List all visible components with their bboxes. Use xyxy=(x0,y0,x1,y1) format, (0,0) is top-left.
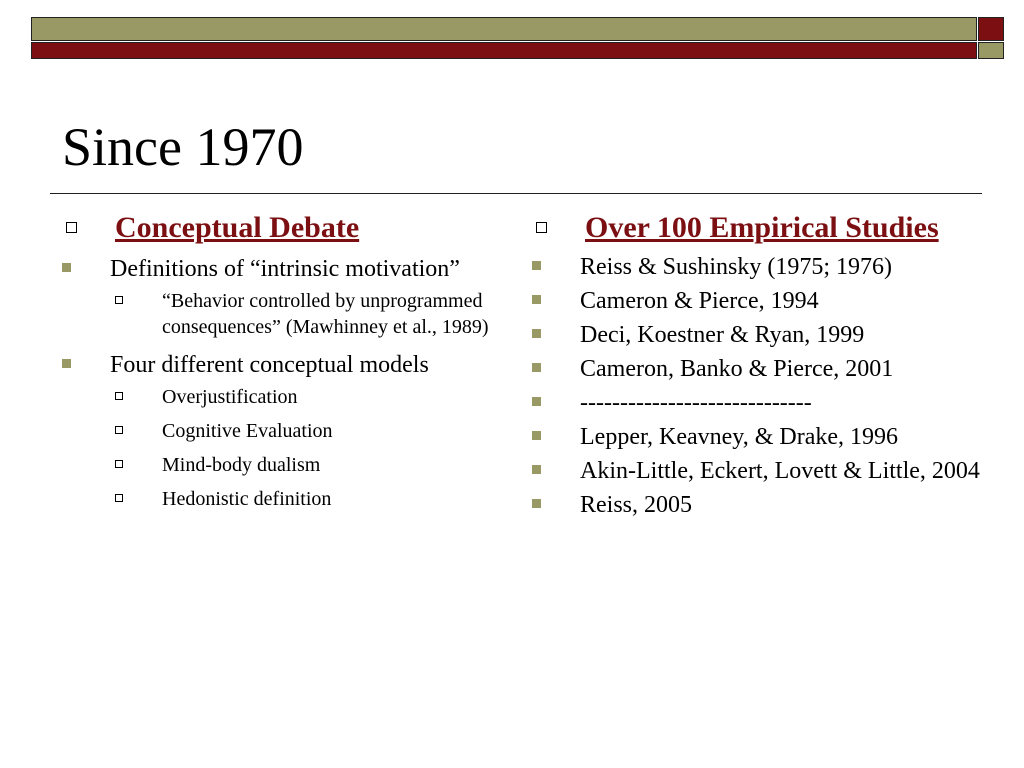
title-divider xyxy=(50,193,982,194)
left-heading-item xyxy=(62,208,492,248)
list-item xyxy=(532,388,1002,418)
left-column xyxy=(62,208,492,512)
list-item xyxy=(532,490,1002,520)
list-item-text: Deci, Koestner & Ryan, 1999 xyxy=(580,322,865,348)
list-item xyxy=(532,456,1002,486)
square-bullet-icon xyxy=(532,295,541,304)
list-item-text: Cameron, Banko & Pierce, 2001 xyxy=(580,356,894,382)
square-bullet-icon xyxy=(532,329,541,338)
square-bullet-icon xyxy=(532,465,541,474)
header-band-olive xyxy=(31,17,977,41)
list-item xyxy=(532,286,1002,316)
sub-list-item xyxy=(62,384,492,410)
hollow-square-bullet-icon xyxy=(536,222,547,233)
sub-list-item-text: Overjustification xyxy=(162,386,298,408)
list-item-text: Reiss, 2005 xyxy=(580,492,693,518)
hollow-square-bullet-icon xyxy=(115,460,123,468)
list-item-text: Cameron & Pierce, 1994 xyxy=(580,288,819,314)
list-item-text: Reiss & Sushinsky (1975; 1976) xyxy=(580,254,893,280)
list-item-text: Definitions of “intrinsic motivation” xyxy=(110,256,460,282)
right-heading-item xyxy=(532,208,1002,248)
sub-list-item-text: “Behavior controlled by unprogrammed consequences” (Mawhinney et al., 1989) xyxy=(162,290,489,338)
hollow-square-bullet-icon xyxy=(115,296,123,304)
slide-title: Since 1970 xyxy=(62,117,304,177)
list-item xyxy=(532,422,1002,452)
header-band-maroon xyxy=(31,42,977,59)
sub-list-item xyxy=(62,452,492,478)
right-column xyxy=(532,208,1002,524)
square-bullet-icon xyxy=(532,397,541,406)
hollow-square-bullet-icon xyxy=(66,222,77,233)
hollow-square-bullet-icon xyxy=(115,494,123,502)
sub-list-item-text: Cognitive Evaluation xyxy=(162,420,333,442)
list-item-text: Lepper, Keavney, & Drake, 1996 xyxy=(580,424,899,450)
list-item xyxy=(532,252,1002,282)
square-bullet-icon xyxy=(532,261,541,270)
list-item xyxy=(62,350,492,380)
header-square-olive xyxy=(978,42,1004,59)
sub-list-item-text: Hedonistic definition xyxy=(162,488,332,510)
hollow-square-bullet-icon xyxy=(115,426,123,434)
sub-list-item xyxy=(62,418,492,444)
list-item xyxy=(532,354,1002,384)
header-square-maroon xyxy=(978,17,1004,41)
square-bullet-icon xyxy=(532,431,541,440)
list-item xyxy=(532,320,1002,350)
list-item-text: ----------------------------- xyxy=(580,390,812,416)
sub-list-item-text: Mind-body dualism xyxy=(162,454,321,476)
list-item xyxy=(62,254,492,284)
list-item-text: Four different conceptual models xyxy=(110,352,429,378)
square-bullet-icon xyxy=(532,499,541,508)
square-bullet-icon xyxy=(62,359,71,368)
hollow-square-bullet-icon xyxy=(115,392,123,400)
square-bullet-icon xyxy=(532,363,541,372)
square-bullet-icon xyxy=(62,263,71,272)
sub-list-item xyxy=(62,486,492,512)
list-item-text: Akin-Little, Eckert, Lovett & Little, 2004 xyxy=(580,458,980,484)
right-heading: Over 100 Empirical Studies xyxy=(585,211,939,244)
left-heading: Conceptual Debate xyxy=(115,211,360,244)
sub-list-item xyxy=(62,288,492,340)
